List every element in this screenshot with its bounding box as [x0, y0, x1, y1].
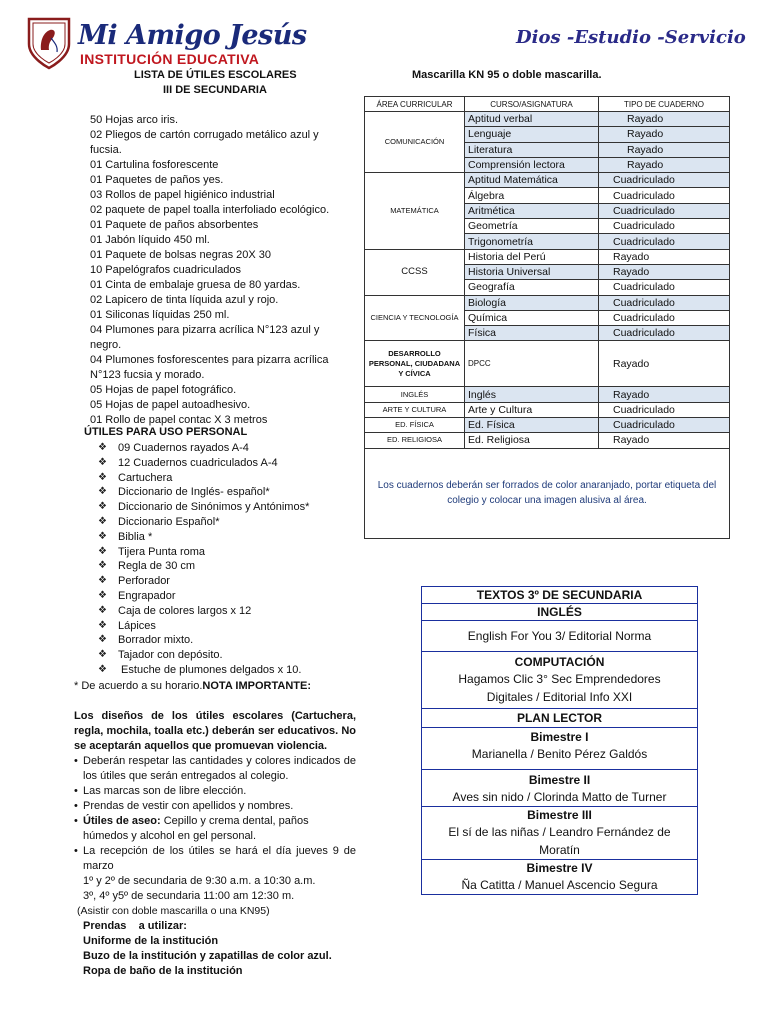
- bimestre-heading: Bimestre IV: [526, 861, 593, 875]
- note-text: [83, 814, 356, 844]
- area-cell: MATEMÁTICA: [365, 173, 465, 249]
- list-item: 05 Hojas de papel fotográfico.: [90, 384, 237, 396]
- table-row: [365, 402, 730, 417]
- bimestre-section: [422, 770, 697, 807]
- list-item: 10 Papelógrafos cuadriculados: [90, 264, 242, 276]
- textbooks-box: [421, 586, 698, 895]
- type-cell: Cuadriculado: [599, 402, 730, 417]
- table-note-row: [365, 448, 730, 538]
- diamond-bullet-icon: ❖: [98, 486, 107, 498]
- list-item: 02 paquete de papel toalla interfoliado ecológico.: [90, 204, 330, 216]
- prendas-title: Prendas a utilizar:: [83, 920, 187, 932]
- computacion-heading: COMPUTACIÓN: [514, 655, 605, 669]
- table-header-row: [365, 97, 730, 112]
- type-cell: Cuadriculado: [599, 173, 730, 188]
- note-text: Las marcas son de libre elección.: [83, 785, 247, 797]
- course-cell: Trigonometría: [465, 234, 599, 249]
- note-bullet: [74, 754, 356, 784]
- diamond-bullet-icon: ❖: [98, 560, 107, 572]
- course-cell: Álgebra: [465, 188, 599, 203]
- prenda-item: Buzo de la institución y zapatillas de color azul.: [83, 950, 332, 962]
- area-cell: INGLÉS: [365, 387, 465, 402]
- schedule-line: 1º y 2º de secundaria de 9:30 a.m. a 10:30 a.m.: [83, 875, 316, 887]
- list-item: [98, 456, 309, 471]
- course-cell: Comprensión lectora: [465, 157, 599, 172]
- list-item-label: Estuche de plumones delgados x 10.: [118, 663, 302, 676]
- table-row: [365, 249, 730, 264]
- table-row: [365, 295, 730, 310]
- course-cell: Biología: [465, 295, 599, 310]
- list-item: [98, 530, 309, 545]
- header-type: TIPO DE CUADERNO: [599, 97, 730, 112]
- list-item: [98, 663, 309, 678]
- horario-note: * De acuerdo a su horario.: [74, 680, 203, 692]
- course-cell: DPCC: [465, 341, 599, 387]
- note-bullet: [74, 784, 356, 799]
- list-item: [98, 515, 309, 530]
- list-item-label: Biblia *: [118, 530, 153, 543]
- list-item: [98, 619, 309, 634]
- list-item: [98, 500, 309, 515]
- type-cell: Rayado: [599, 157, 730, 172]
- note-text: La recepción de los útiles se hará el día jueves 9 de marzo: [83, 845, 356, 872]
- type-cell: Cuadriculado: [599, 234, 730, 249]
- list-item: 02 Pliegos de cartón corrugado metálico azul y: [90, 129, 319, 141]
- table-row: [365, 387, 730, 402]
- school-shield-logo: [26, 16, 72, 70]
- table-row: [365, 418, 730, 433]
- list-item: N°123 fucsia y morado.: [90, 369, 205, 381]
- list-item: [98, 441, 309, 456]
- list-item-label: Lápices: [118, 619, 156, 632]
- designs-note: Los diseños de los útiles escolares (Cartuchera, regla, mochila, toalla etc.) deberán ser educativos. No se aceptarán aquellos que promuevan violencia.: [74, 710, 356, 752]
- diamond-bullet-icon: ❖: [98, 589, 107, 601]
- list-item: [98, 485, 309, 500]
- type-cell: Rayado: [599, 387, 730, 402]
- type-cell: Cuadriculado: [599, 418, 730, 433]
- list-item-label: Perforador: [118, 575, 170, 588]
- diamond-bullet-icon: ❖: [98, 471, 107, 483]
- type-cell: Rayado: [599, 264, 730, 279]
- list-item: 05 Hojas de papel autoadhesivo.: [90, 399, 251, 411]
- supplies-list: [90, 113, 352, 428]
- important-notes: [74, 679, 356, 979]
- list-item-label: Cartuchera: [118, 471, 173, 484]
- bimestre-section: [422, 728, 697, 770]
- list-item-label: Diccionario de Inglés- español*: [118, 486, 270, 499]
- ingles-heading: INGLÉS: [422, 604, 697, 621]
- area-cell: DESARROLLO PERSONAL, CIUDADANA Y CÍVICA: [365, 341, 465, 387]
- list-item-label: Regla de 30 cm: [118, 560, 196, 573]
- header-course: CURSO/ASIGNATURA: [465, 97, 599, 112]
- diamond-bullet-icon: ❖: [98, 634, 107, 646]
- area-cell: ED. FÍSICA: [365, 418, 465, 433]
- schedule-line: 3º, 4º y5º de secundaria 11:00 am 12:30 m.: [83, 890, 295, 902]
- table-row: [365, 341, 730, 387]
- computacion-section: [422, 652, 697, 709]
- list-item: negro.: [90, 339, 122, 351]
- bullet-icon: •: [74, 755, 78, 767]
- course-cell: Lenguaje: [465, 127, 599, 142]
- bimestre-heading: Bimestre III: [527, 808, 592, 822]
- list-item: 01 Siliconas líquidas 250 ml.: [90, 309, 230, 321]
- bimestre-book-line: El sí de las niñas / Leandro Fernández de: [448, 825, 671, 839]
- type-cell: Rayado: [599, 127, 730, 142]
- list-item: 01 Jabón líquido 450 ml.: [90, 234, 210, 246]
- notebook-table: [364, 96, 730, 539]
- bimestre-heading: Bimestre II: [528, 773, 591, 787]
- school-name: Mi Amigo Jesús: [78, 20, 307, 51]
- list-item: 04 Plumones para pizarra acrílica N°123 azul y: [90, 324, 320, 336]
- bimestre-section: [422, 807, 697, 860]
- bullet-icon: •: [74, 815, 78, 827]
- list-item-label: Engrapador: [118, 589, 176, 602]
- type-cell: Cuadriculado: [599, 310, 730, 325]
- list-item-label: Tijera Punta roma: [118, 545, 206, 558]
- diamond-bullet-icon: ❖: [98, 442, 107, 453]
- table-row: [365, 433, 730, 448]
- prenda-item: Uniforme de la institución: [83, 935, 219, 947]
- diamond-bullet-icon: ❖: [98, 515, 107, 527]
- table-row: [365, 173, 730, 188]
- list-item: [98, 633, 309, 648]
- type-cell: Rayado: [599, 249, 730, 264]
- bimestre-section: [422, 860, 697, 894]
- note-bullet: [74, 799, 356, 814]
- area-cell: ARTE Y CULTURA: [365, 402, 465, 417]
- diamond-bullet-icon: ❖: [98, 456, 107, 468]
- list-grade: III DE SECUNDARIA: [163, 84, 267, 96]
- list-item: [98, 559, 309, 574]
- type-cell: Rayado: [599, 433, 730, 448]
- list-item-label: Caja de colores largos x 12: [118, 604, 252, 617]
- note-bullet: [74, 844, 356, 874]
- course-cell: Historia Universal: [465, 264, 599, 279]
- list-item-label: 09 Cuadernos rayados A-4: [118, 442, 249, 454]
- course-cell: Aptitud Matemática: [465, 173, 599, 188]
- list-item-label: 12 Cuadernos cuadriculados A-4: [118, 456, 278, 469]
- diamond-bullet-icon: ❖: [98, 575, 107, 587]
- type-cell: Cuadriculado: [599, 188, 730, 203]
- bullet-icon: •: [74, 800, 78, 812]
- list-item: [98, 545, 309, 560]
- list-item: [98, 589, 309, 604]
- list-item: 01 Paquete de bolsas negras 20X 30: [90, 249, 272, 261]
- ingles-book: English For You 3/ Editorial Norma: [422, 621, 697, 652]
- course-cell: Geografía: [465, 280, 599, 295]
- diamond-bullet-icon: ❖: [98, 604, 107, 616]
- bimestre-heading: Bimestre I: [530, 730, 589, 744]
- list-item-label: Tajador con depósito.: [118, 649, 223, 662]
- bimestre-book: Marianella / Benito Pérez Galdós: [471, 747, 648, 761]
- list-item: [98, 471, 309, 486]
- list-item: 01 Cinta de embalaje gruesa de 80 yardas.: [90, 279, 301, 291]
- computacion-book-line: Digitales / Editorial Info XXI: [486, 690, 633, 704]
- nota-importante-label: NOTA IMPORTANTE:: [202, 680, 311, 692]
- prenda-item: Ropa de baño de la institución: [83, 965, 243, 977]
- type-cell: Rayado: [599, 142, 730, 157]
- table-row: [365, 112, 730, 127]
- diamond-bullet-icon: ❖: [98, 663, 107, 675]
- school-motto: Dios -Estudio -Servicio: [516, 27, 746, 48]
- list-item: fucsia.: [90, 144, 122, 156]
- list-item: 04 Plumones fosforescentes para pizarra acrílica: [90, 354, 329, 366]
- course-cell: Historia del Perú: [465, 249, 599, 264]
- aseo-label: Útiles de aseo:: [83, 815, 161, 827]
- personal-use-list: [98, 441, 309, 678]
- list-item-label: Diccionario Español*: [118, 515, 220, 528]
- course-cell: Aptitud verbal: [465, 112, 599, 127]
- list-item: [98, 648, 309, 663]
- computacion-book-line: Hagamos Clic 3° Sec Emprendedores: [458, 672, 661, 686]
- list-item: [98, 604, 309, 619]
- course-cell: Geometría: [465, 219, 599, 234]
- type-cell: Cuadriculado: [599, 203, 730, 218]
- area-cell: CIENCIA Y TECNOLOGÍA: [365, 295, 465, 341]
- type-cell: Cuadriculado: [599, 295, 730, 310]
- bimestre-book: Ña Catitta / Manuel Ascencio Segura: [461, 878, 658, 892]
- list-item: 02 Lapicero de tinta líquida azul y rojo.: [90, 294, 279, 306]
- diamond-bullet-icon: ❖: [98, 501, 107, 513]
- type-cell: Cuadriculado: [599, 326, 730, 341]
- note-bullet: [74, 814, 356, 844]
- note-text: Prendas de vestir con apellidos y nombres.: [83, 800, 294, 812]
- mask-requirement: Mascarilla KN 95 o doble mascarilla.: [412, 69, 602, 81]
- diamond-bullet-icon: ❖: [98, 619, 107, 631]
- bullet-icon: •: [74, 845, 78, 857]
- list-item-label: Diccionario de Sinónimos y Antónimos*: [118, 501, 310, 514]
- note-text: Deberán respetar las cantidades y colores indicados de los útiles que serán entregados al colegio.: [83, 755, 356, 782]
- horario-line: [74, 679, 356, 694]
- course-cell: Arte y Cultura: [465, 402, 599, 417]
- mask-note: (Asistir con doble mascarilla o una KN95): [77, 905, 270, 917]
- list-item-label: Borrador mixto.: [118, 634, 194, 647]
- bimestre-book: Aves sin nido / Clorinda Matto de Turner: [452, 790, 667, 804]
- area-cell: ED. RELIGIOSA: [365, 433, 465, 448]
- list-item: 03 Rollos de papel higiénico industrial: [90, 189, 275, 201]
- area-cell: COMUNICACIÓN: [365, 112, 465, 173]
- type-cell: Cuadriculado: [599, 280, 730, 295]
- list-item: 01 Paquete de paños absorbentes: [90, 219, 259, 231]
- notebook-cover-note: Los cuadernos deberán ser forrados de color anaranjado, portar etiqueta del colegio y colocar una imagen alusiva al área.: [365, 448, 730, 538]
- course-cell: Ed. Física: [465, 418, 599, 433]
- list-title: LISTA DE ÚTILES ESCOLARES: [134, 69, 297, 81]
- course-cell: Aritmética: [465, 203, 599, 218]
- diamond-bullet-icon: ❖: [98, 545, 107, 557]
- textbooks-title: TEXTOS 3º DE SECUNDARIA: [422, 587, 697, 604]
- school-subtitle: INSTITUCIÓN EDUCATIVA: [80, 51, 260, 67]
- page-header: [0, 0, 768, 72]
- course-cell: Ed. Religiosa: [465, 433, 599, 448]
- list-item: 50 Hojas arco iris.: [90, 114, 179, 126]
- course-cell: Química: [465, 310, 599, 325]
- type-cell: Rayado: [599, 341, 730, 387]
- diamond-bullet-icon: ❖: [98, 530, 107, 542]
- list-item: [98, 574, 309, 589]
- area-cell: CCSS: [365, 249, 465, 295]
- bimestre-book-line: Moratín: [539, 843, 580, 857]
- aseo-text: Cepillo y crema dental, paños húmedos y alcohol en gel personal.: [83, 815, 309, 842]
- diamond-bullet-icon: ❖: [98, 649, 107, 661]
- type-cell: Rayado: [599, 112, 730, 127]
- plan-lector-heading: PLAN LECTOR: [422, 709, 697, 728]
- header-area: ÁREA CURRICULAR: [365, 97, 465, 112]
- list-item: 01 Rollo de papel contac X 3 metros: [90, 414, 268, 426]
- personal-use-title: ÚTILES PARA USO PERSONAL: [84, 426, 248, 438]
- list-item: 01 Cartulina fosforescente: [90, 159, 219, 171]
- course-cell: Inglés: [465, 387, 599, 402]
- type-cell: Cuadriculado: [599, 219, 730, 234]
- course-cell: Literatura: [465, 142, 599, 157]
- list-item: 01 Paquetes de paños yes.: [90, 174, 224, 186]
- bullet-icon: •: [74, 785, 78, 797]
- course-cell: Física: [465, 326, 599, 341]
